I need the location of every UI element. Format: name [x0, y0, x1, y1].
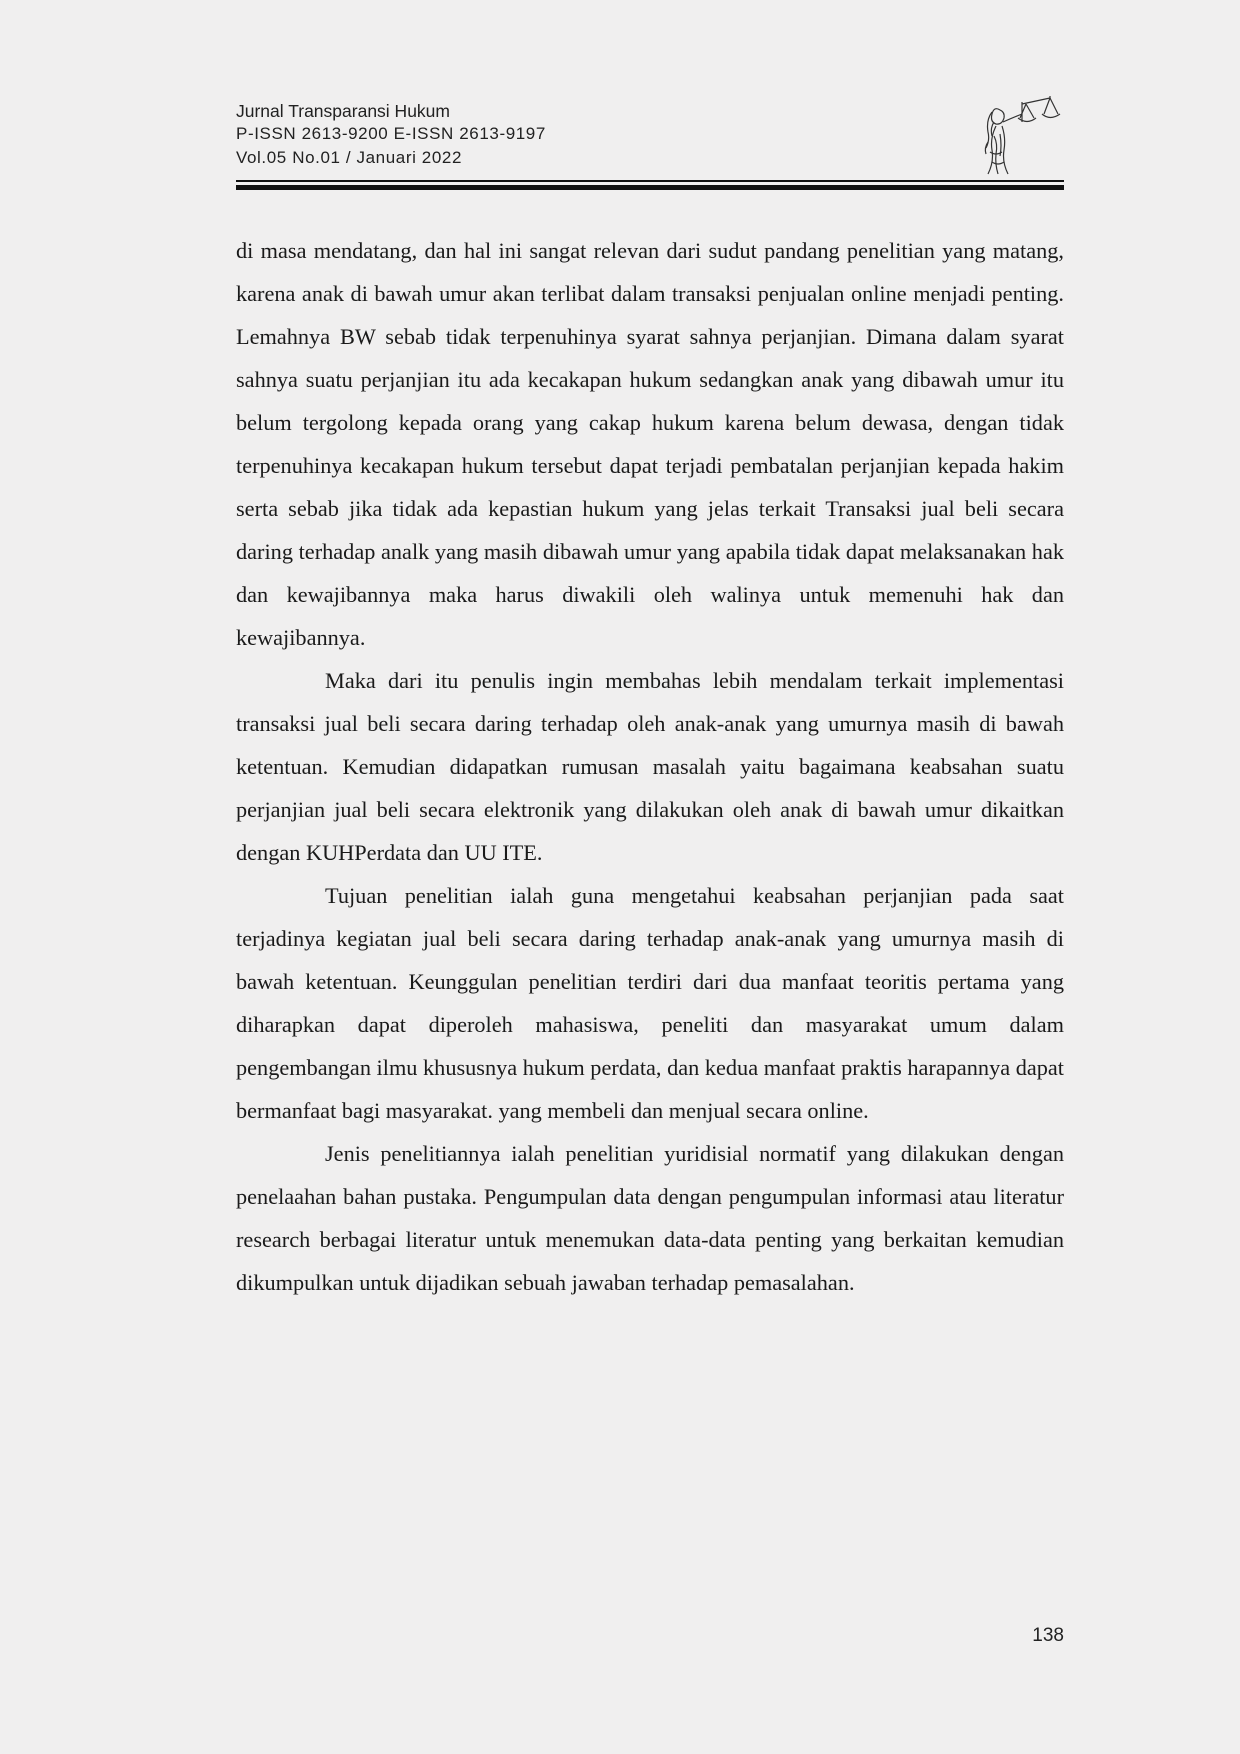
header-rule-thin: [236, 180, 1064, 182]
paragraph-1: di masa mendatang, dan hal ini sangat relevan dari sudut pandang penelitian yang matang, karena anak di bawah umur akan terlibat dalam transaksi penjualan online menjadi penting. Lemahnya BW sebab tidak terpenuhinya syarat sahnya perjanjian. Dimana dalam syarat sahnya suatu perjanjian itu ada kecakapan hukum sedangkan anak yang dibawah umur itu belum tergolong kepada orang yang cakap hukum karena belum dewasa, dengan tidak terpenuhinya kecakapan hukum tersebut dapat terjadi pembatalan perjanjian kepada hakim serta sebab jika tidak ada kepastian hukum yang jelas terkait Transaksi jual beli secara daring terhadap analk yang masih dibawah umur yang apabila tidak dapat melaksanakan hak dan kewajibannya maka harus diwakili oleh walinya untuk memenuhi hak dan kewajibannya.: [236, 238, 1064, 650]
journal-issn: P-ISSN 2613-9200 E-ISSN 2613-9197: [236, 124, 546, 143]
paragraph-4: Jenis penelitiannya ialah penelitian yuridisial normatif yang dilakukan dengan penelaahan bahan pustaka. Pengumpulan data dengan pengumpulan informasi atau literatur research berbagai literatur untuk menemukan data-data penting yang berkaitan kemudian dikumpulkan untuk dijadikan sebuah jawaban terhadap pemasalahan.: [236, 1141, 1064, 1295]
paragraph-2: Maka dari itu penulis ingin membahas lebih mendalam terkait implementasi transaksi jual beli secara daring terhadap oleh anak-anak yang umurnya masih di bawah ketentuan. Kemudian didapatkan rumusan masalah yaitu bagaimana keabsahan suatu perjanjian jual beli secara elektronik yang dilakukan oleh anak di bawah umur dikaitkan dengan KUHPerdata dan UU ITE.: [236, 668, 1064, 865]
lady-justice-scales-icon: [970, 92, 1066, 178]
article-body: [236, 229, 1064, 1304]
journal-volume: Vol.05 No.01 / Januari 2022: [236, 148, 463, 167]
paragraph-3: Tujuan penelitian ialah guna mengetahui keabsahan perjanjian pada saat terjadinya kegiatan jual beli secara daring terhadap anak-anak yang umurnya masih di bawah ketentuan. Keunggulan penelitian terdiri dari dua manfaat teoritis pertama yang diharapkan dapat diperoleh mahasiswa, peneliti dan masyarakat umum dalam pengembangan ilmu khususnya hukum perdata, dan kedua manfaat praktis harapannya dapat bermanfaat bagi masyarakat. yang membeli dan menjual secara online.: [236, 883, 1064, 1123]
header-rule-thick: [236, 185, 1064, 190]
page-number: 138: [1032, 1625, 1064, 1646]
journal-name: Jurnal Transparansi Hukum: [236, 101, 450, 121]
